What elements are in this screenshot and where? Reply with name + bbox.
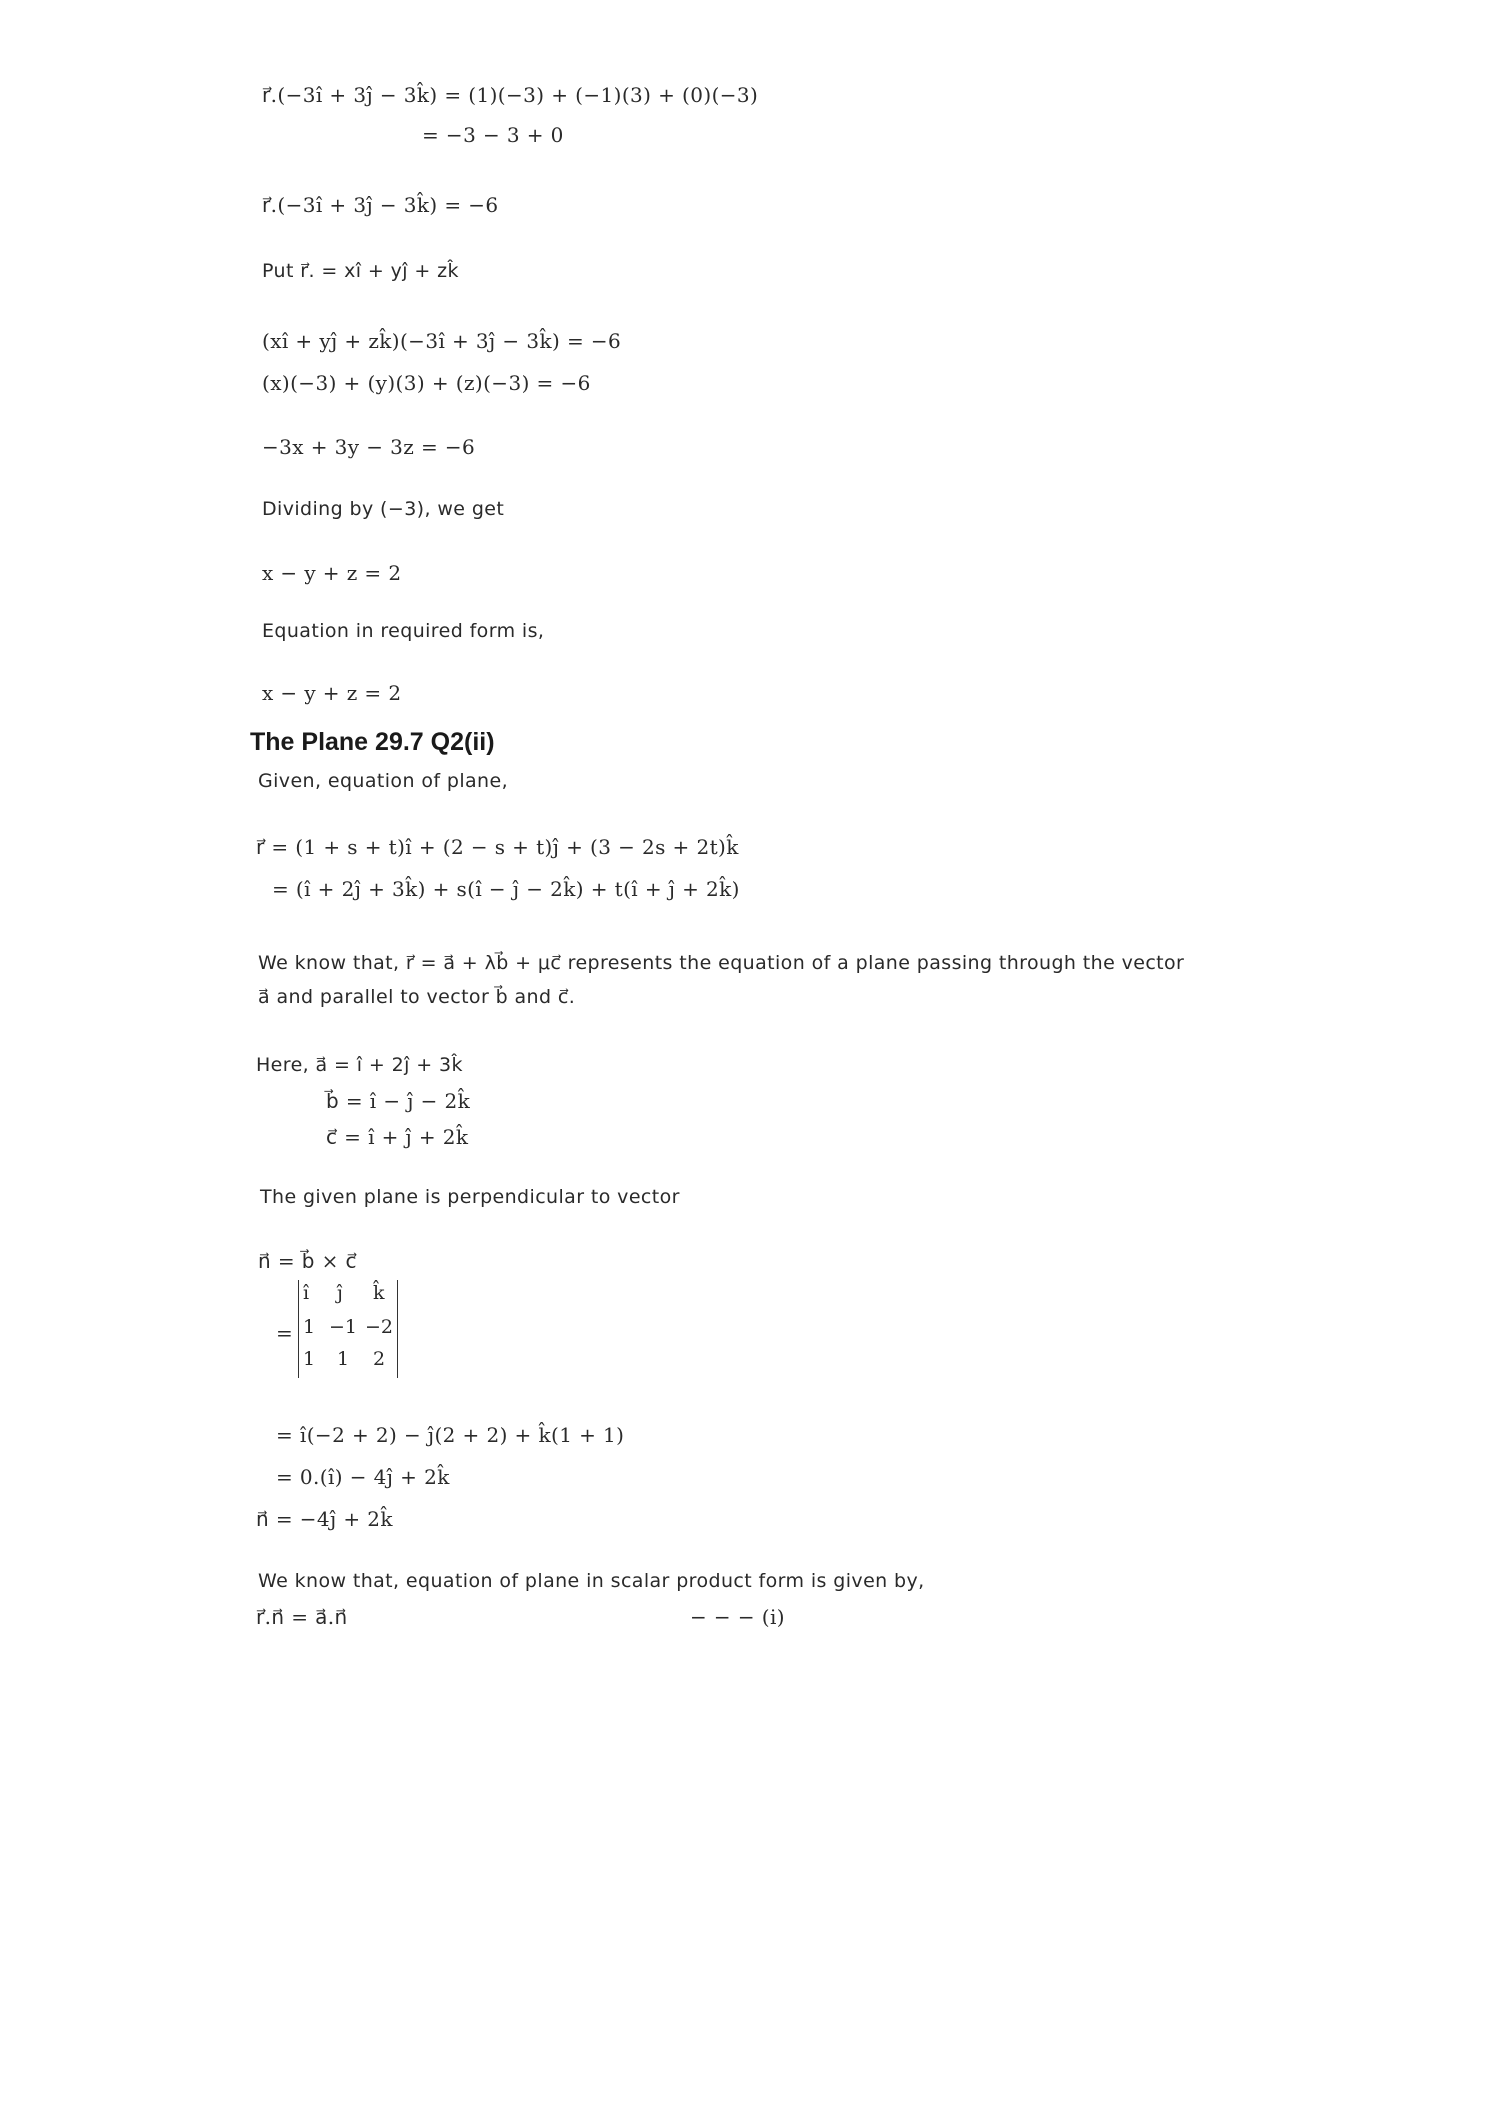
equation-line: x − y + z = 2: [262, 681, 402, 705]
section-heading: The Plane 29.7 Q2(ii): [250, 728, 495, 756]
det-cell: −2: [365, 1316, 394, 1338]
equation-line: r⃗.(−3î + 3ĵ − 3k̂) = −6: [262, 193, 499, 217]
equation-line: r⃗.n⃗ = a⃗.n⃗: [256, 1605, 348, 1629]
det-cell: −1: [329, 1316, 358, 1338]
determinant: [298, 1280, 398, 1378]
equation-line: = 0.(î) − 4ĵ + 2k̂: [276, 1465, 450, 1489]
det-cell: k̂: [373, 1282, 385, 1304]
text-line: Dividing by (−3), we get: [262, 498, 505, 520]
equals-sign: =: [276, 1321, 294, 1345]
equation-line: (x)(−3) + (y)(3) + (z)(−3) = −6: [262, 371, 591, 395]
equation-line: x − y + z = 2: [262, 561, 402, 585]
text-line: a⃗ and parallel to vector b⃗ and c⃗.: [258, 986, 576, 1008]
equation-line: n⃗ = b⃗ × c⃗: [258, 1249, 357, 1273]
equation-label: − − − (i): [690, 1605, 785, 1629]
det-cell: 2: [373, 1348, 386, 1370]
text-line: Here, a⃗ = î + 2ĵ + 3k̂: [256, 1054, 463, 1076]
det-cell: 1: [337, 1348, 350, 1370]
text-line: We know that, r⃗ = a⃗ + λb⃗ + μc⃗ represents the equation of a plane passing through the vector: [258, 952, 1185, 974]
det-cell: 1: [303, 1348, 316, 1370]
text-line: Given, equation of plane,: [258, 770, 509, 792]
equation-line: b⃗ = î − ĵ − 2k̂: [326, 1089, 471, 1113]
text-line: We know that, equation of plane in scalar product form is given by,: [258, 1570, 925, 1592]
equation-line: = −3 − 3 + 0: [422, 123, 564, 147]
equation-line: (xî + yĵ + zk̂)(−3î + 3ĵ − 3k̂) = −6: [262, 329, 622, 353]
equation-line: n⃗ = −4ĵ + 2k̂: [256, 1507, 393, 1531]
det-cell: î: [303, 1282, 310, 1304]
equation-line: = î(−2 + 2) − ĵ(2 + 2) + k̂(1 + 1): [276, 1423, 625, 1447]
equation-line: r⃗.(−3î + 3ĵ − 3k̂) = (1)(−3) + (−1)(3) + (0)(−3): [262, 83, 759, 107]
text-line: Equation in required form is,: [262, 620, 545, 642]
equation-line: c⃗ = î + ĵ + 2k̂: [326, 1125, 469, 1149]
det-cell: ĵ: [337, 1282, 343, 1304]
equation-line: r⃗ = (1 + s + t)î + (2 − s + t)ĵ + (3 − 2s + 2t)k̂: [256, 835, 739, 859]
text-line: The given plane is perpendicular to vector: [260, 1186, 680, 1208]
text-line: Put r⃗. = xî + yĵ + zk̂: [262, 260, 459, 282]
det-cell: 1: [303, 1316, 316, 1338]
equation-line: −3x + 3y − 3z = −6: [262, 435, 476, 459]
equation-line: = (î + 2ĵ + 3k̂) + s(î − ĵ − 2k̂) + t(î + ĵ + 2k̂): [272, 877, 740, 901]
